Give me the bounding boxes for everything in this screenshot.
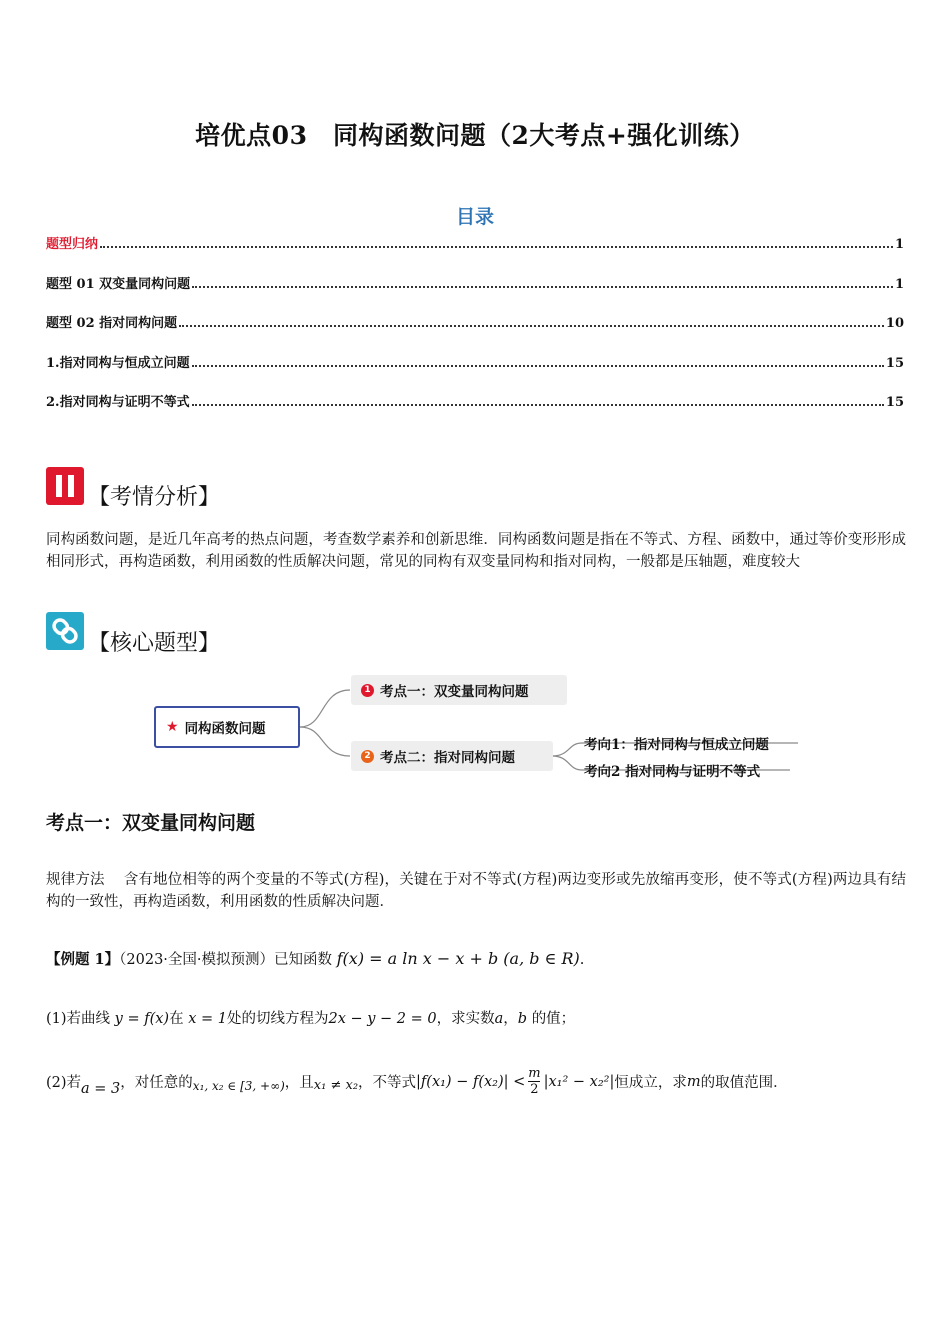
example-1-part-1 xyxy=(46,1007,575,1028)
text: (1)若曲线 xyxy=(46,1011,111,1027)
toc-leader xyxy=(192,285,893,288)
math-lhs: |f(x₁) − f(x₂)| < xyxy=(416,1073,526,1090)
star-icon: ★ xyxy=(166,719,179,735)
toc-entry[interactable] xyxy=(46,274,904,292)
example-label: 【例题 1】 xyxy=(46,951,120,968)
text: 在 xyxy=(169,1011,184,1027)
method-label: 规律方法 xyxy=(46,872,105,888)
toc-leader xyxy=(179,324,884,327)
text: ，不等式 xyxy=(358,1075,417,1091)
text: ， xyxy=(503,1011,518,1027)
math-domain: x₁, x₂ ∈ [3, +∞) xyxy=(192,1078,285,1093)
example-1-part-2 xyxy=(46,1066,788,1097)
math-fraction xyxy=(528,1066,540,1097)
method-paragraph xyxy=(46,869,906,913)
analysis-heading: 【考情分析】 xyxy=(88,485,221,510)
mindmap-root-label: 同构函数问题 xyxy=(184,721,266,737)
toc-entry[interactable] xyxy=(46,313,904,331)
toc-title: 目录 xyxy=(455,206,494,228)
fraction-numerator: m xyxy=(528,1066,541,1081)
toc-entry-label: 2.指对同构与证明不等式 xyxy=(46,395,190,410)
math-rhs: |x₁² − x₂²| xyxy=(543,1073,615,1090)
text: ，对任意的 xyxy=(120,1075,193,1091)
text: 的值； xyxy=(531,1011,576,1027)
mindmap-node-1[interactable] xyxy=(351,675,567,705)
method-text: 含有地位相等的两个变量的不等式(方程)，关键在于对不等式(方程)两边变形或先放缩再变形，使不等式(方程)两边具有结构的一致性，再构造函数，利用函数的性质解决问题． xyxy=(46,872,907,910)
toc-entry-label: 1.指对同构与恒成立问题 xyxy=(46,356,190,371)
mindmap-root[interactable] xyxy=(154,706,300,748)
number-badge-icon: 1 xyxy=(361,684,374,697)
pause-bars-icon xyxy=(46,467,84,505)
toc-entry-page: 1 xyxy=(894,277,904,292)
example-1-statement xyxy=(46,948,584,969)
toc-entry-page: 15 xyxy=(885,395,904,410)
math-var-b: b xyxy=(517,1011,528,1027)
link-chain-icon xyxy=(46,612,84,650)
example-source: （2023·全国·模拟预测）已知函数 xyxy=(119,952,333,968)
text: 的取值范围． xyxy=(700,1075,788,1091)
toc-leader xyxy=(100,245,893,248)
text: ，求实数 xyxy=(436,1011,495,1027)
math-curve: y = f(x) xyxy=(114,1011,170,1027)
document-title: 培优点03 同构函数问题（2大考点+强化训练） xyxy=(195,121,755,150)
fraction-denominator: 2 xyxy=(530,1082,539,1097)
toc-entry-label: 题型 01 双变量同构问题 xyxy=(46,277,191,292)
core-heading: 【核心题型】 xyxy=(88,631,221,656)
toc-entry[interactable] xyxy=(46,392,904,410)
mindmap-node-2[interactable] xyxy=(351,741,553,771)
toc-entry-label: 题型 02 指对同构问题 xyxy=(46,316,178,331)
toc-leader xyxy=(192,403,884,406)
toc-entry-label: 题型归纳 xyxy=(46,237,99,252)
toc-entry[interactable] xyxy=(46,234,904,252)
analysis-paragraph: 同构函数问题，是近几年高考的热点问题，考查数学素养和创新思维．同构函数问题是指在不等式、方程、函数中，通过等价变形形成相同形式，再构造函数，利用函数的性质解决问题，常见的同构有双变量同构和指对同构，一般都是压轴题，难度较大 xyxy=(46,532,906,570)
toc-entry-page: 15 xyxy=(885,356,904,371)
mindmap-node-1-label: 考点一：双变量同构问题 xyxy=(380,684,529,700)
mindmap-leaf[interactable]: 考向2 指对同构与证明不等式 xyxy=(584,764,761,780)
toc-leader xyxy=(192,364,884,367)
number-badge-icon: 2 xyxy=(361,750,374,763)
function-formula: f(x) = a ln x − x + b (a, b ∈ R) xyxy=(336,949,580,968)
mindmap-leaf[interactable]: 考向1：指对同构与恒成立问题 xyxy=(584,737,769,753)
text: ，且 xyxy=(284,1075,314,1091)
example-end: . xyxy=(579,952,585,968)
math-tangent: 2x − y − 2 = 0 xyxy=(328,1011,437,1027)
text: (2)若 xyxy=(46,1075,82,1091)
toc-entry-page: 10 xyxy=(885,316,904,331)
toc-entry[interactable] xyxy=(46,353,904,371)
mindmap-node-2-label: 考点二：指对同构问题 xyxy=(380,750,515,766)
math-neq: x₁ ≠ x₂ xyxy=(313,1078,359,1093)
text: 恒成立，求 xyxy=(614,1075,687,1091)
math-var-a: a xyxy=(494,1011,504,1027)
math-condition: a = 3 xyxy=(81,1080,121,1097)
math-point: x = 1 xyxy=(188,1011,227,1027)
text: 处的切线方程为 xyxy=(226,1011,329,1027)
math-var-m: m xyxy=(686,1073,701,1090)
section-heading: 考点一：双变量同构问题 xyxy=(46,812,256,834)
toc-entry-page: 1 xyxy=(894,237,904,252)
